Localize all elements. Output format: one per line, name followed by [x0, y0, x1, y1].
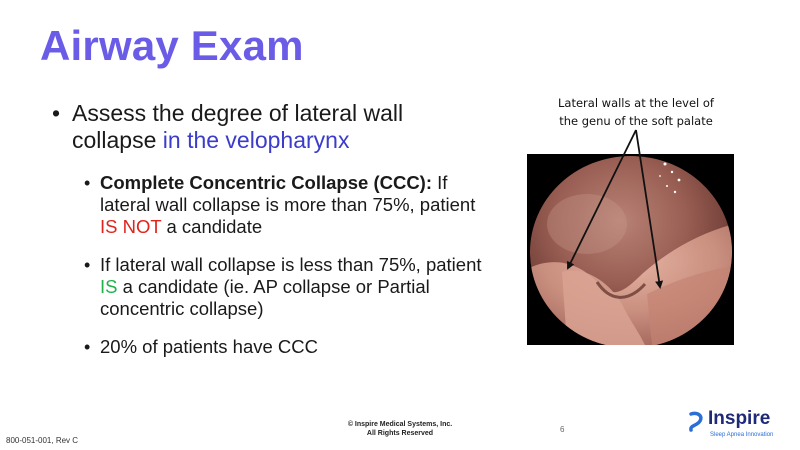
- slide-title: Airway Exam: [40, 22, 304, 69]
- bullet-dot: •: [52, 100, 61, 126]
- endoscopy-photo: [527, 154, 734, 345]
- ccc-text: If lateral wall collapse is more than 75%, patient: [100, 172, 476, 215]
- ccc-emphasis: IS NOT: [100, 216, 162, 237]
- ccc-text-end: a candidate: [161, 216, 263, 237]
- bullet-main-highlight: in the velopharynx: [162, 127, 350, 153]
- bullet-main-text: Assess the degree of lateral wall collapse: [72, 100, 404, 153]
- logo-wordmark: Inspire: [708, 408, 771, 429]
- less-than-text: If lateral wall collapse is less than 75%, patient: [100, 254, 482, 275]
- bullet-dot: •: [84, 173, 91, 193]
- bullet-dot: •: [84, 337, 91, 357]
- sub-bullet-list: [52, 172, 492, 358]
- sub-bullet-ccc: [84, 172, 492, 238]
- logo-mark-icon: [688, 410, 706, 432]
- image-caption-line: the genu of the soft palate: [559, 114, 713, 128]
- copyright-line: All Rights Reserved: [366, 430, 434, 437]
- bullet-dot: •: [84, 255, 91, 275]
- stat-text: 20% of patients have CCC: [100, 336, 319, 357]
- copyright-line: © Inspire Medical Systems, Inc.: [347, 421, 453, 428]
- sub-bullet-less-than: [84, 254, 492, 320]
- logo-tagline: Sleep Apnea Innovation: [710, 432, 774, 438]
- less-than-emphasis: IS: [100, 276, 118, 297]
- inspire-logo: [688, 408, 788, 444]
- copyright-notice: [320, 420, 480, 438]
- ccc-term: Complete Concentric Collapse (CCC):: [100, 172, 433, 193]
- bullet-main: [52, 100, 492, 154]
- less-than-text-end: a candidate (ie. AP collapse or Partial concentric collapse): [100, 276, 430, 319]
- image-caption: [536, 94, 736, 130]
- document-code: 800-051-001, Rev C: [6, 436, 79, 445]
- sub-bullet-stat: [84, 336, 492, 358]
- endoscopy-image: [527, 154, 734, 345]
- image-caption-line: Lateral walls at the level of: [558, 96, 714, 110]
- bullet-list: [52, 100, 492, 374]
- page-number: 6: [560, 425, 565, 434]
